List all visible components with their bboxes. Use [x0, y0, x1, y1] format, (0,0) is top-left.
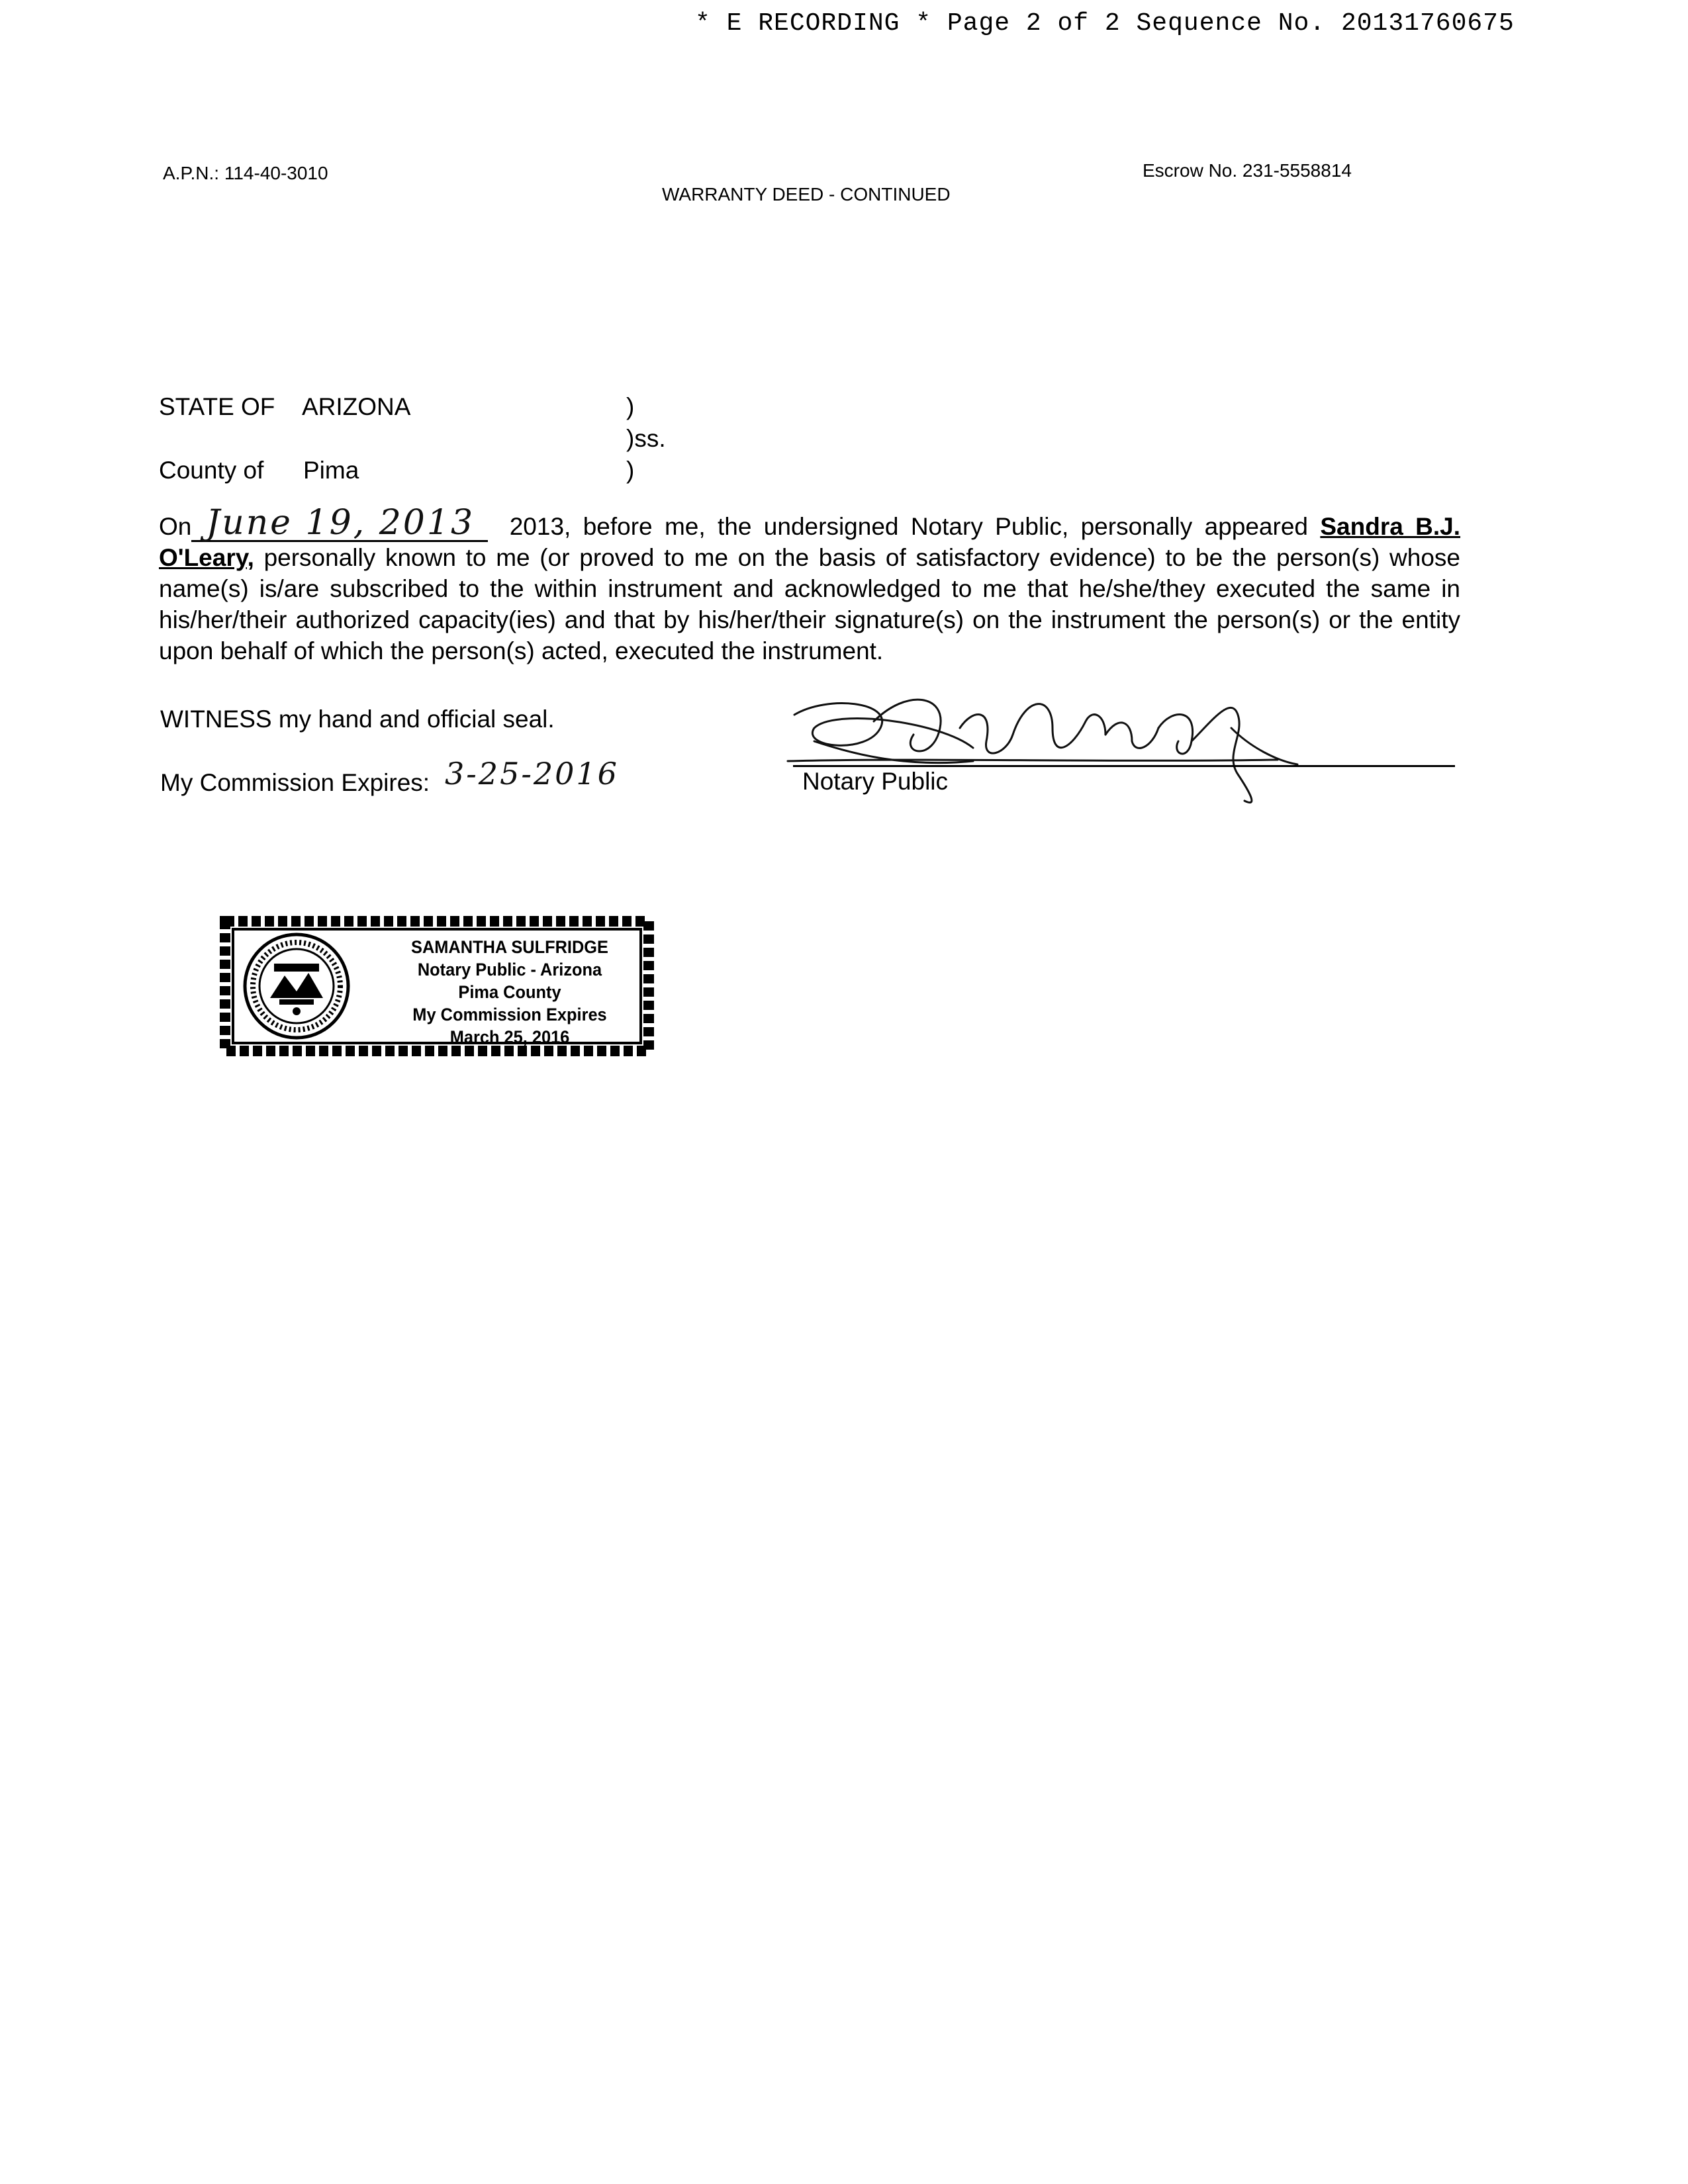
acknowledgment-text-1: 2013, before me, the undersigned Notary Public, personally appeared [509, 513, 1308, 540]
state-label: STATE OF [159, 393, 275, 420]
date-blank [191, 503, 488, 543]
state-value: ARIZONA [302, 393, 411, 420]
stamp-county: Pima County [458, 982, 561, 1002]
county-label: County of [159, 457, 264, 484]
venue-ss: )ss. [626, 425, 666, 452]
escrow-number: Escrow No. 231-5558814 [1143, 160, 1352, 181]
stamp-expires-date: March 25, 2016 [449, 1027, 570, 1047]
on-label: On [159, 513, 192, 540]
notary-stamp [218, 912, 655, 1062]
recording-header: * E RECORDING * Page 2 of 2 Sequence No. 20131760675 [695, 9, 1515, 38]
county-value: Pima [303, 457, 359, 484]
stamp-notary-name: SAMANTHA SULFRIDGE [411, 937, 608, 957]
apn-number: A.P.N.: 114-40-3010 [163, 163, 328, 183]
notary-public-label: Notary Public [802, 768, 949, 795]
stamp-notary-title: Notary Public - Arizona [417, 960, 602, 979]
stamp-expires-label: My Commission Expires [412, 1005, 607, 1024]
witness-text: WITNESS my hand and official seal. [160, 705, 555, 733]
commission-label: My Commission Expires: [160, 769, 430, 796]
commission-handwritten-date: 3-25-2016 [445, 756, 619, 792]
stamp-text [391, 936, 628, 1048]
venue-paren-bottom: ) [626, 457, 635, 484]
handwritten-date: June 19, 2013 [206, 503, 475, 543]
acknowledgment-text-2: personally known to me (or proved to me on the basis of satisfactory evidence) to be the person(s) whose name(s) is/are subscribed to the within instrument and acknowledged to me that he/she/they executed the same in his/her/their authorized capacity(ies) and that by his/her/their signature(s) on the instrument the person(s) or the entity upon behalf of which the person(s) acted, executed the instrument. [159, 544, 1460, 664]
acknowledgment-paragraph [159, 503, 1461, 666]
document-title: WARRANTY DEED - CONTINUED [662, 184, 951, 205]
appeared-name: Sandra B.J. O'Leary, [159, 513, 1461, 571]
venue-paren-top: ) [626, 393, 635, 420]
